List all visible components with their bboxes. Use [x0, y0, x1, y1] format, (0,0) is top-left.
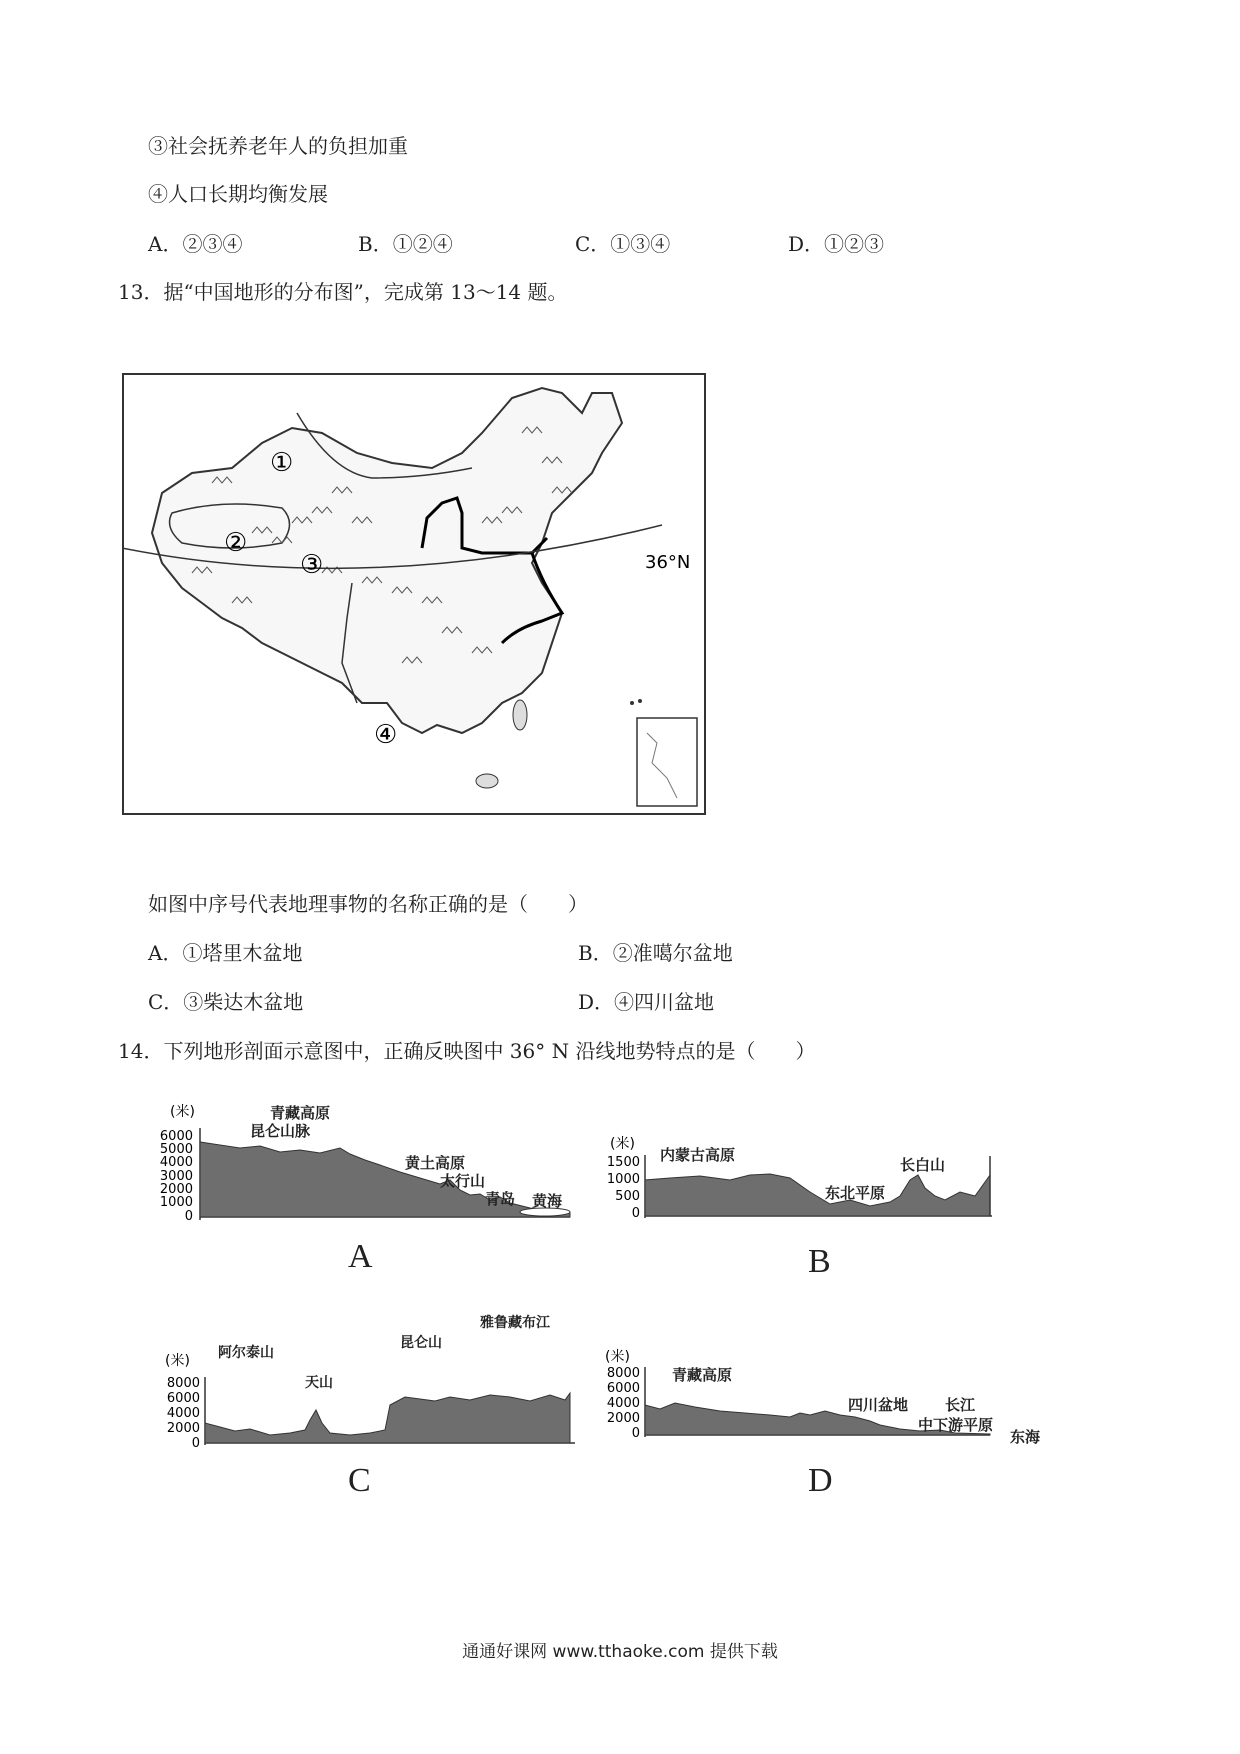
profile-d-unit: (米)	[605, 1349, 630, 1365]
profile-b-tick: 0	[631, 1206, 640, 1221]
map-label-2: ②	[224, 528, 248, 558]
profile-a	[150, 1100, 580, 1235]
profile-d	[600, 1345, 1060, 1455]
profile-a-tick: 5000	[159, 1142, 193, 1157]
profile-a-letter: A	[348, 1238, 373, 1275]
profile-a-tick: 3000	[159, 1169, 193, 1184]
profile-c-tick: 6000	[166, 1391, 200, 1406]
q13-option-a: A．①塔里木盆地	[148, 941, 303, 965]
profile-a-name: 昆仑山脉	[250, 1122, 311, 1140]
q12-option-b: B．①②④	[358, 232, 453, 256]
profile-a-tick: 1000	[159, 1195, 193, 1210]
profile-c-tick: 0	[191, 1436, 200, 1451]
q12-option-c: C．①③④	[575, 232, 671, 256]
profile-d-name: 长江	[945, 1396, 976, 1414]
map-label-3: ③	[300, 550, 324, 580]
profile-b-unit: (米)	[610, 1136, 635, 1152]
profile-c-name: 阿尔泰山	[218, 1345, 274, 1361]
profile-d-name: 青藏高原	[672, 1366, 733, 1384]
profile-c-name: 昆仑山	[400, 1335, 442, 1351]
profile-d-tick: 2000	[606, 1411, 640, 1426]
profile-b-tick: 1500	[606, 1155, 640, 1170]
map-label-1: ①	[270, 448, 294, 478]
profile-b-name: 长白山	[900, 1156, 946, 1174]
q13-option-c: C．③柴达木盆地	[148, 990, 304, 1014]
q13-option-b: B．②准噶尔盆地	[578, 941, 733, 965]
profile-b	[600, 1130, 995, 1240]
china-terrain-map	[122, 373, 706, 815]
profile-a-name: 青藏高原	[270, 1104, 331, 1122]
profile-c-name: 天山	[305, 1375, 333, 1391]
profile-a-tick: 4000	[159, 1155, 193, 1170]
q13-option-d: D．④四川盆地	[578, 990, 715, 1014]
profile-b-tick: 500	[615, 1189, 640, 1204]
q13-stem: 13．据“中国地形的分布图”，完成第 13～14 题。	[118, 280, 568, 304]
profile-d-name: 东海	[1010, 1428, 1041, 1446]
profile-b-tick: 1000	[606, 1172, 640, 1187]
profile-d-name: 中下游平原	[918, 1416, 994, 1434]
profile-d-tick: 0	[631, 1426, 640, 1441]
profile-c-tick: 8000	[166, 1376, 200, 1391]
q12-option-a: A．②③④	[148, 232, 243, 256]
profile-c-unit: (米)	[165, 1353, 190, 1369]
q12-option-d: D．①②③	[788, 232, 885, 256]
profile-c-tick: 4000	[166, 1406, 200, 1421]
profile-a-name: 黄海	[532, 1192, 563, 1210]
profile-a-name: 太行山	[440, 1172, 486, 1190]
profile-d-tick: 8000	[606, 1366, 640, 1381]
profile-d-letter: D	[808, 1462, 833, 1499]
map-label-4: ④	[374, 720, 398, 750]
profile-a-name: 黄土高原	[405, 1154, 466, 1172]
statement-3: ③社会抚养老年人的负担加重	[148, 134, 408, 158]
profile-d-tick: 4000	[606, 1396, 640, 1411]
statement-4: ④人口长期均衡发展	[148, 182, 328, 206]
profile-c-name: 雅鲁藏布江	[480, 1315, 550, 1331]
profile-b-name: 内蒙古高原	[660, 1146, 736, 1164]
footer-text: 通通好课网 www.tthaoke.com 提供下载	[462, 1642, 778, 1662]
profile-a-name: 青岛	[485, 1190, 516, 1208]
profile-a-tick: 0	[184, 1209, 193, 1224]
profile-b-name: 东北平原	[825, 1184, 886, 1202]
profile-c-letter: C	[348, 1462, 371, 1499]
profile-a-unit: (米)	[170, 1104, 195, 1120]
profile-d-tick: 6000	[606, 1381, 640, 1396]
profile-b-letter: B	[808, 1243, 831, 1280]
profile-a-tick: 2000	[159, 1182, 193, 1197]
profile-d-name: 四川盆地	[848, 1396, 909, 1414]
profile-a-tick: 6000	[159, 1129, 193, 1144]
profile-c	[150, 1305, 580, 1455]
profile-c-tick: 2000	[166, 1421, 200, 1436]
q14-stem: 14．下列地形剖面示意图中，正确反映图中 36° N 沿线地势特点的是（ ）	[118, 1039, 816, 1063]
q13-question: 如图中序号代表地理事物的名称正确的是（ ）	[148, 892, 588, 916]
latitude-label: 36°N	[645, 552, 691, 573]
